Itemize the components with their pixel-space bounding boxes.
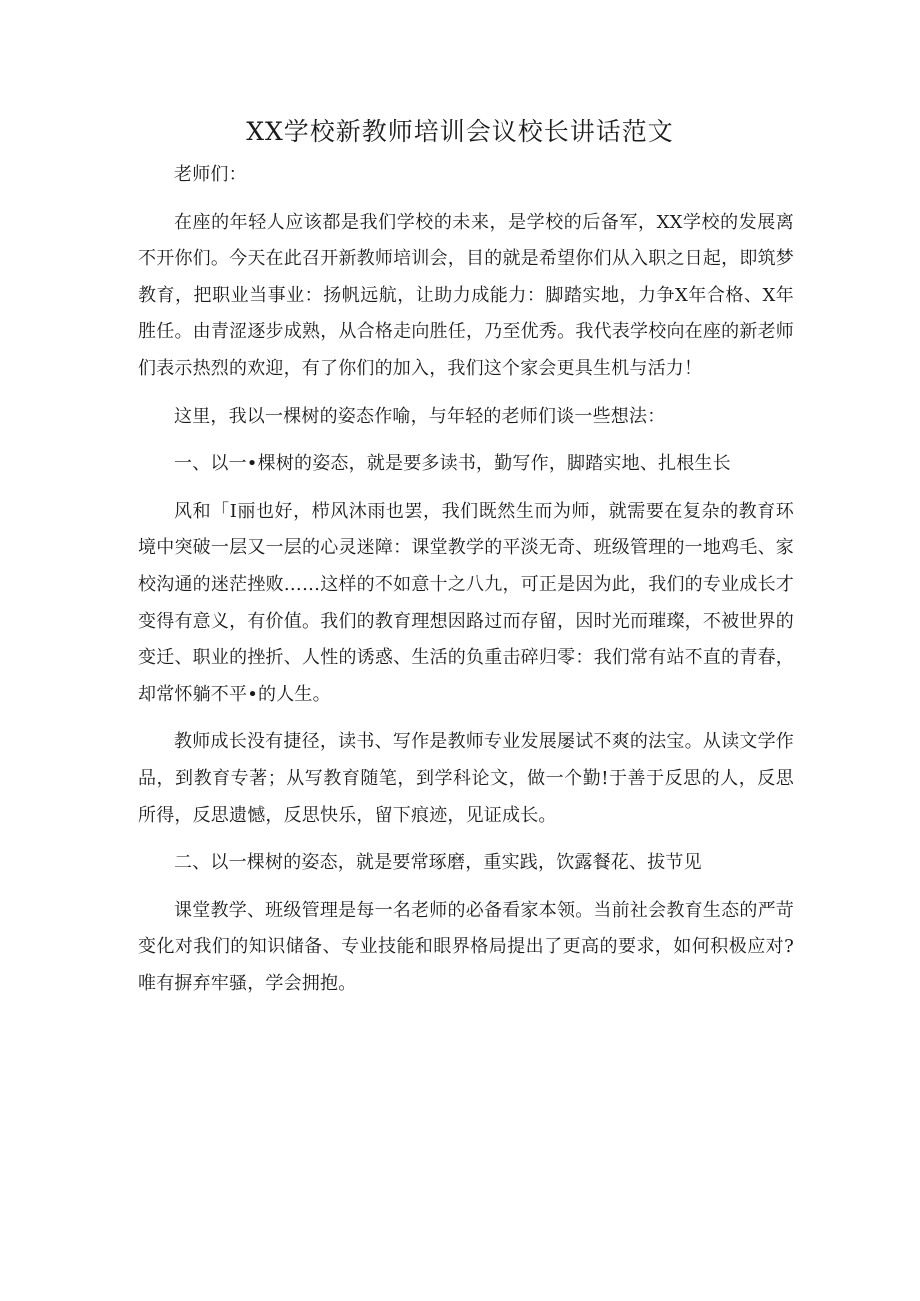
document-body <box>138 157 794 1002</box>
section-heading-2: 二、以一棵树的姿态，就是要常琢磨，重实践，饮露餐花、拔节见 <box>174 852 702 874</box>
paragraph-welcome: 在座的年轻人应该都是我们学校的未来，是学校的后备军，XX学校的发展离不开你们。今天在此召开新教师培训会，目的就是希望你们从入职之日起，即筑梦教育，把职业当事业：扬帆远航，让助力成能力：脚踏实地，力争X年合格、X年胜任。由青涩逐步成熟，从合格走向胜任，乃至优秀。我代表学校向在座的新老师们表示热烈的欢迎，有了你们的加入，我们这个家会更具生机与活力！ <box>138 211 794 379</box>
salutation: 老师们： <box>174 164 247 185</box>
document-title: XX学校新教师培训会议校长讲话范文 <box>246 117 674 146</box>
paragraph-teaching-practice: 课堂教学、班级管理是每一名老师的必备看家本领。当前社会教育生态的严苛变化对我们的知识储备、专业技能和眼界格局提出了更高的要求，如何积极应对?唯有摒弃牢骚，学会拥抱。 <box>138 899 794 994</box>
paragraph-reading-writing: 教师成长没有捷径，读书、写作是教师专业发展屡试不爽的法宝。从读文学作品，到教育专著；从写教育随笔，到学科论文，做一个勤!于善于反思的人，反思所得，反思遗憾，反思快乐，留下痕迹，见证成长。 <box>138 731 794 826</box>
paragraph-growth: 风和「I丽也好，栉风沐雨也罢，我们既然生而为师，就需要在复杂的教育环境中突破一层又一层的心灵迷障：课堂教学的平淡无奇、班级管理的一地鸡毛、家校沟通的迷茫挫败……这样的不如意十之八九，可正是因为此，我们的专业成长才变得有意义，有价值。我们的教育理想因路过而存留，因时光而璀璨，不被世界的变迁、职业的挫折、人性的诱惑、生活的负重击碎归零：我们常有站不直的青春，却常怀躺不平•的人生。 <box>138 500 794 705</box>
paragraph-intro-metaphor: 这里，我以一棵树的姿态作喻，与年轻的老师们谈一些想法： <box>174 405 666 427</box>
section-heading-1: 一、以一•棵树的姿态，就是要多读书，勤写作，脚踏实地、扎根生长 <box>174 453 731 475</box>
